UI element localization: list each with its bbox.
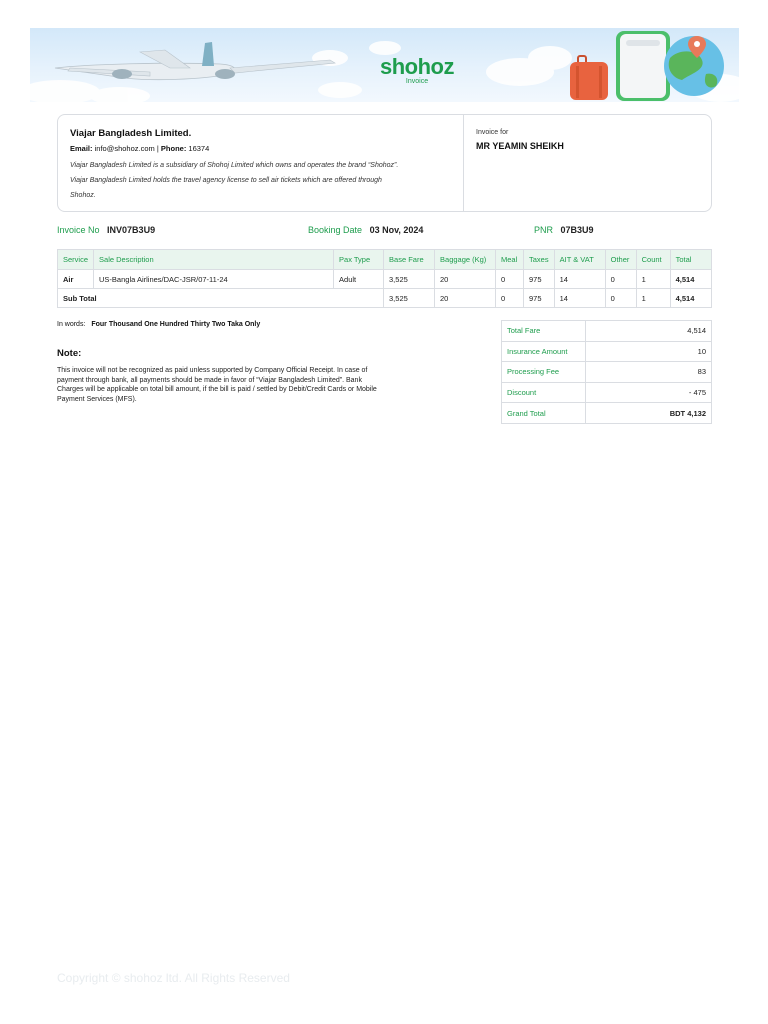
about-line: Viajar Bangladesh Limited holds the travel agency license to sell air tickets which are offered through bbox=[70, 177, 382, 184]
pnr-value: 07B3U9 bbox=[560, 225, 594, 235]
company-contact bbox=[70, 144, 455, 153]
airplane-icon bbox=[55, 42, 335, 80]
col-pax-type: Pax Type bbox=[334, 250, 384, 270]
invoice-items-table bbox=[57, 249, 712, 308]
subtotal-label: Sub Total bbox=[58, 289, 384, 308]
cell-total: 4,514 bbox=[670, 270, 711, 289]
subtotal-base-fare: 3,525 bbox=[384, 289, 435, 308]
brand-logo bbox=[372, 56, 462, 78]
invoice-no-value: INV07B3U9 bbox=[107, 225, 156, 235]
cell-service: Air bbox=[58, 270, 94, 289]
discount-value: - 475 bbox=[586, 382, 712, 403]
invoice-no bbox=[57, 225, 155, 235]
summary-row bbox=[502, 382, 712, 403]
table-row bbox=[58, 270, 712, 289]
invoice-for-label: Invoice for bbox=[476, 129, 509, 136]
processing-fee-label: Processing Fee bbox=[502, 362, 586, 383]
subtotal-baggage: 20 bbox=[435, 289, 496, 308]
subtotal-other: 0 bbox=[605, 289, 636, 308]
cell-meal: 0 bbox=[496, 270, 524, 289]
about-line: Shohoz. bbox=[70, 192, 96, 199]
col-baggage: Baggage (Kg) bbox=[435, 250, 496, 270]
subtotal-meal: 0 bbox=[496, 289, 524, 308]
pnr bbox=[534, 225, 594, 235]
insurance-label: Insurance Amount bbox=[502, 341, 586, 362]
phone-icon bbox=[616, 31, 670, 101]
brand-block bbox=[372, 56, 462, 85]
note-text: This invoice will not be recognized as paid unless supported by Company Official Receipt. In case of payment through bank, all payments should be made in favor of “Viajar Bangladesh Limited”. Bank Charges will be applicable on total bill amount, if the bill is paid / settled by Debit/Credit Cards or Mobile Payment Services (MFS). bbox=[57, 367, 377, 403]
total-fare-label: Total Fare bbox=[502, 321, 586, 342]
summary-row bbox=[502, 321, 712, 342]
brand-name: shohoz bbox=[380, 54, 454, 79]
cell-other: 0 bbox=[605, 270, 636, 289]
col-ait-vat: AIT & VAT bbox=[554, 250, 605, 270]
amount-in-words bbox=[57, 321, 260, 328]
pnr-label: PNR bbox=[534, 225, 554, 235]
subtotal-row bbox=[58, 289, 712, 308]
insurance-value: 10 bbox=[586, 341, 712, 362]
col-service: Service bbox=[58, 250, 94, 270]
fare-summary-table bbox=[501, 320, 712, 424]
company-card bbox=[57, 114, 712, 212]
grand-total-label: Grand Total bbox=[502, 403, 586, 424]
copyright-text: Copyright © shohoz ltd. All Rights Reserved bbox=[57, 971, 290, 985]
cell-ait-vat: 14 bbox=[554, 270, 605, 289]
customer-name: MR YEAMIN SHEIKH bbox=[476, 141, 564, 151]
cell-baggage: 20 bbox=[435, 270, 496, 289]
in-words-value: Four Thousand One Hundred Thirty Two Taka Only bbox=[91, 321, 261, 328]
table-header-row bbox=[58, 250, 712, 270]
col-other: Other bbox=[605, 250, 636, 270]
col-total: Total bbox=[670, 250, 711, 270]
header-banner bbox=[30, 28, 739, 102]
subtotal-count: 1 bbox=[636, 289, 670, 308]
summary-row bbox=[502, 362, 712, 383]
cell-description: US-Bangla Airlines/DAC-JSR/07-11-24 bbox=[94, 270, 334, 289]
subtotal-ait-vat: 14 bbox=[554, 289, 605, 308]
globe-icon bbox=[664, 36, 724, 96]
grand-total-value: BDT 4,132 bbox=[586, 403, 712, 424]
about-line: Viajar Bangladesh Limited is a subsidiary of Shohoj Limited which owns and operates the brand “Shohoz”. bbox=[70, 162, 399, 169]
booking-date bbox=[308, 225, 423, 235]
suitcase-icon bbox=[570, 56, 608, 100]
company-email: info@shohoz.com bbox=[94, 144, 155, 153]
company-phone: 16374 bbox=[188, 144, 210, 153]
card-divider bbox=[463, 115, 464, 211]
col-description: Sale Description bbox=[94, 250, 334, 270]
contact-separator: | bbox=[156, 144, 159, 153]
company-name: Viajar Bangladesh Limited. bbox=[70, 128, 192, 139]
cell-pax-type: Adult bbox=[334, 270, 384, 289]
discount-label: Discount bbox=[502, 382, 586, 403]
subtotal-total: 4,514 bbox=[670, 289, 711, 308]
cell-base-fare: 3,525 bbox=[384, 270, 435, 289]
booking-date-label: Booking Date bbox=[308, 225, 363, 235]
phone-label: Phone: bbox=[160, 144, 187, 153]
invoice-no-label: Invoice No bbox=[57, 225, 100, 235]
col-base-fare: Base Fare bbox=[384, 250, 435, 270]
cell-taxes: 975 bbox=[524, 270, 555, 289]
cell-count: 1 bbox=[636, 270, 670, 289]
subtotal-taxes: 975 bbox=[524, 289, 555, 308]
processing-fee-value: 83 bbox=[586, 362, 712, 383]
company-about bbox=[70, 158, 455, 203]
col-taxes: Taxes bbox=[524, 250, 555, 270]
total-fare-value: 4,514 bbox=[586, 321, 712, 342]
col-count: Count bbox=[636, 250, 670, 270]
invoice-subtitle: Invoice bbox=[405, 78, 429, 85]
invoice-for-block bbox=[476, 129, 564, 151]
summary-row bbox=[502, 403, 712, 424]
col-meal: Meal bbox=[496, 250, 524, 270]
in-words-label: In words: bbox=[57, 321, 86, 328]
company-info bbox=[70, 128, 455, 203]
note-title: Note: bbox=[57, 348, 82, 359]
booking-date-value: 03 Nov, 2024 bbox=[369, 225, 424, 235]
summary-row bbox=[502, 341, 712, 362]
email-label: Email: bbox=[70, 144, 93, 153]
